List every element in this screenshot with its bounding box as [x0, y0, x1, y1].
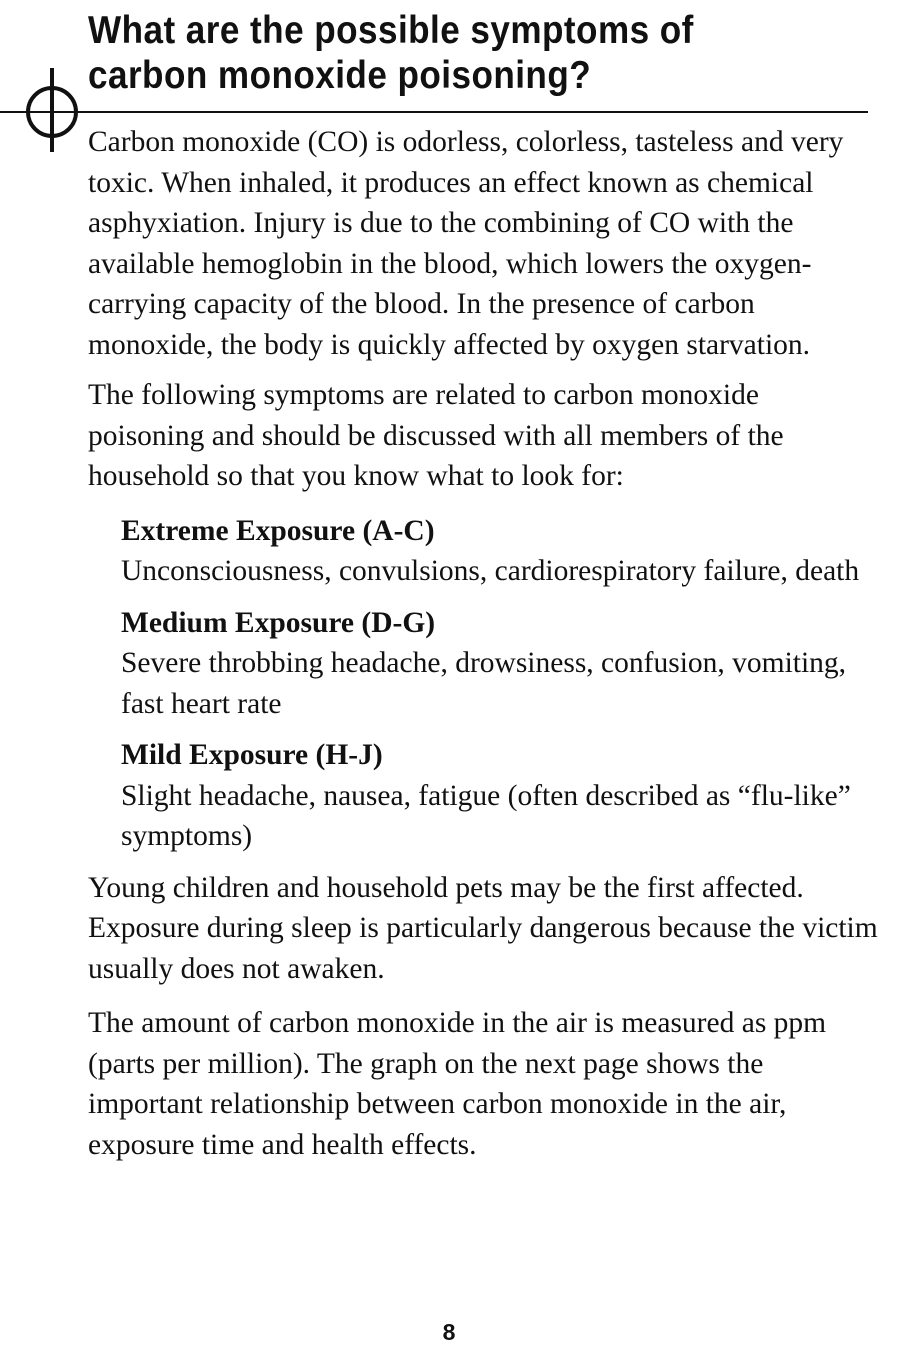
symptoms-intro-paragraph: The following symptoms are related to carbon monoxide poisoning and should be discussed with all members of the household so that you know what to look for: — [88, 379, 784, 492]
intro-paragraph: Carbon monoxide (CO) is odorless, colorless, tasteless and very toxic. When inhaled, it produces an effect known as chemical asphyxiation. Injury is due to the combining of CO with the available hemoglobin in the blood, which lowers the oxygen-carrying capacity of the blood. In the presence of carbon monoxide, the body is quickly affected by oxygen starvation. — [88, 126, 844, 361]
body-text — [88, 122, 878, 1179]
measurement-note-paragraph: The amount of carbon monoxide in the air is measured as ppm (parts per million). The graph on the next page shows the important relationship between carbon monoxide in the air, exposure time and health effects. — [88, 1007, 827, 1161]
exposure-level-description: Severe throbbing headache, drowsiness, confusion, vomiting, fast heart rate — [121, 647, 847, 720]
exposure-level-description: Unconsciousness, convulsions, cardiorespiratory failure, death — [121, 555, 860, 587]
exposure-level-extreme — [121, 511, 878, 592]
registration-crosshair-icon — [0, 62, 90, 154]
exposure-level-title: Mild Exposure (H-J) — [121, 739, 383, 771]
page-title: What are the possible symptoms of carbon monoxide poisoning? — [88, 9, 694, 97]
exposure-level-title: Extreme Exposure (A-C) — [121, 514, 435, 547]
heading-rule — [0, 111, 868, 113]
exposure-level-title: Medium Exposure (D-G) — [121, 606, 436, 639]
exposure-level-medium — [121, 603, 878, 725]
children-note-paragraph: Young children and household pets may be the first affected. Exposure during sleep is particularly dangerous because the victim usually does not awaken. — [88, 871, 878, 985]
exposure-level-description: Slight headache, nausea, fatigue (often described as “flu-like” symptoms) — [121, 779, 851, 852]
page-number: 8 — [442, 1319, 456, 1345]
exposure-level-mild — [121, 735, 878, 857]
